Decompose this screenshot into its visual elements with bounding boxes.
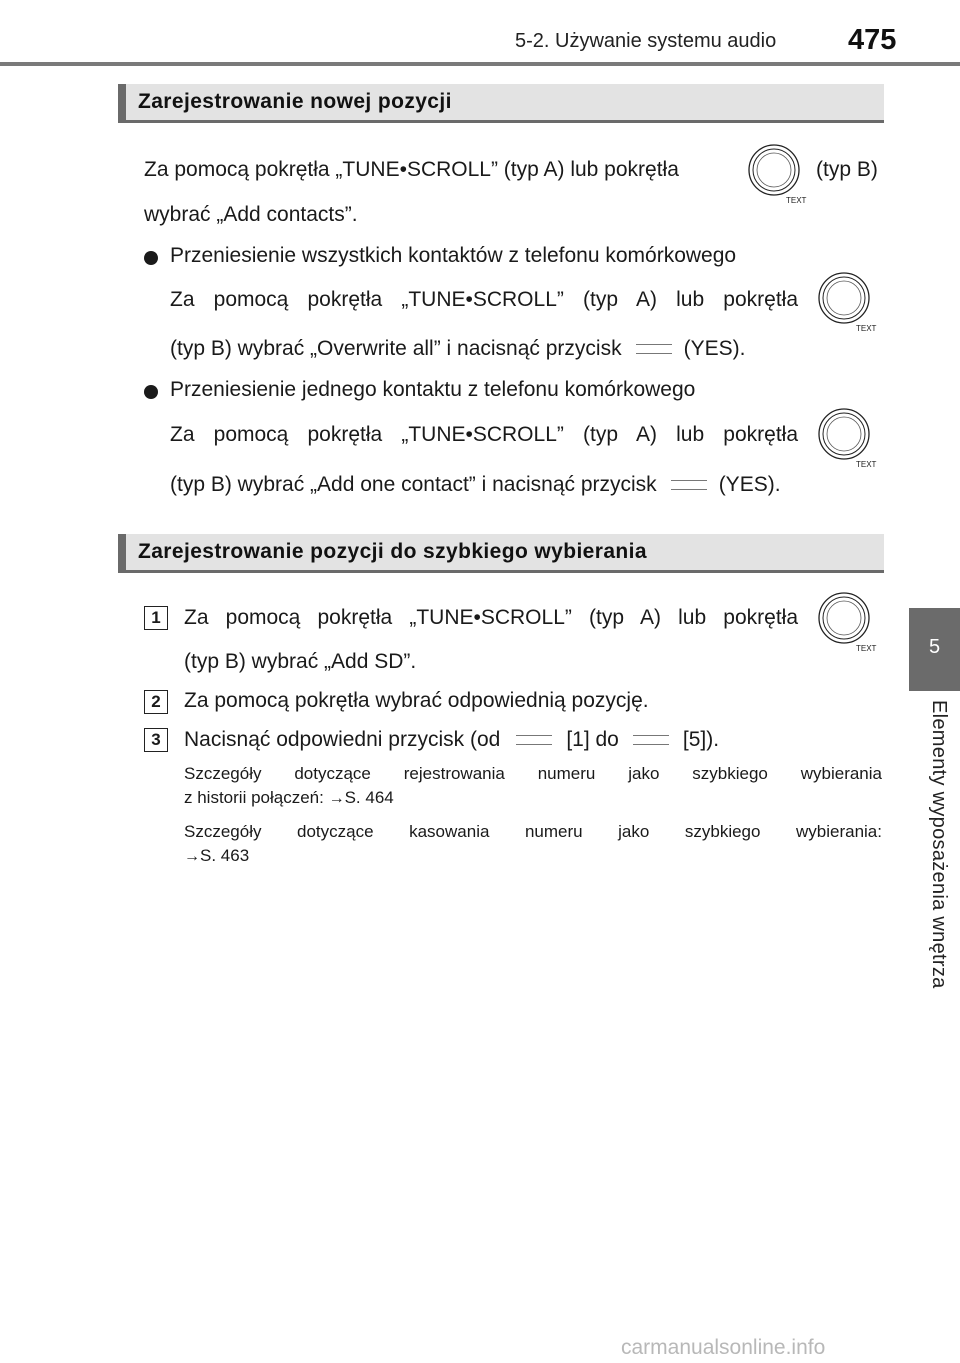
yes-button-icon bbox=[636, 344, 672, 354]
watermark: carmanualsonline.info bbox=[621, 1336, 826, 1359]
section-heading-bar bbox=[118, 534, 126, 573]
bullet1-line-2 bbox=[170, 337, 745, 361]
step3-text-b: [1] do bbox=[566, 728, 619, 751]
bullet-dot bbox=[144, 385, 158, 399]
chapter-label: Elementy wyposażenia wnętrza bbox=[928, 700, 950, 989]
tune-dial-icon bbox=[816, 406, 878, 468]
note2-line-1: Szczegóły dotyczące kasowania numeru jako szybkiego wybierania: bbox=[184, 822, 882, 841]
step1-line-1: Za pomocą pokrętła „TUNE•SCROLL” (typ A) lub pokrętła bbox=[184, 606, 798, 629]
bullet1-line-1: Za pomocą pokrętła „TUNE•SCROLL” (typ A) lub pokrętła bbox=[170, 288, 798, 311]
step3-text-a: Nacisnąć odpowiedni przycisk (od bbox=[184, 728, 501, 751]
section-heading-bar bbox=[118, 84, 126, 123]
bullet1-line-2-end: (YES). bbox=[683, 337, 746, 360]
step-number-1: 1 bbox=[144, 606, 168, 630]
section-heading-new-entry bbox=[118, 84, 884, 123]
page-reference-link[interactable]: S. 464 bbox=[344, 788, 394, 807]
tune-dial-icon bbox=[816, 590, 878, 652]
intro-line-2: wybrać „Add contacts”. bbox=[144, 203, 358, 226]
note1-line-2 bbox=[184, 788, 394, 808]
note1-line-1: Szczegóły dotyczące rejestrowania numeru jako szybkiego wybierania bbox=[184, 764, 882, 783]
bullet2-line-2-end: (YES). bbox=[718, 473, 781, 496]
intro-line-1-end: (typ B) bbox=[816, 158, 878, 181]
bullet2-line-2 bbox=[170, 473, 781, 497]
page-reference-link[interactable]: S. 463 bbox=[200, 846, 250, 865]
bullet2-line-2-text: (typ B) wybrać „Add one contact” i nacisnąć przycisk bbox=[170, 473, 657, 496]
chapter-number: 5 bbox=[928, 636, 941, 658]
memory-button-icon bbox=[516, 735, 552, 745]
section-heading-text: Zarejestrowanie nowej pozycji bbox=[138, 90, 452, 113]
bullet2-heading: Przeniesienie jednego kontaktu z telefonu komórkowego bbox=[170, 378, 696, 401]
step3-line-1 bbox=[184, 728, 719, 752]
note1-text: z historii połączeń: bbox=[184, 788, 324, 807]
bullet-dot bbox=[144, 251, 158, 265]
tune-dial-icon bbox=[816, 270, 878, 332]
section-heading-speed-dial bbox=[118, 534, 884, 573]
dial-label: TEXT bbox=[856, 644, 877, 652]
dial-label: TEXT bbox=[856, 324, 877, 332]
note2-line-2 bbox=[184, 846, 249, 866]
bullet1-heading: Przeniesienie wszystkich kontaktów z telefonu komórkowego bbox=[170, 244, 737, 267]
step3-text-c: [5]). bbox=[682, 728, 720, 751]
bullet1-line-2-text: (typ B) wybrać „Overwrite all” i nacisnąć przycisk bbox=[170, 337, 622, 360]
section-heading-text: Zarejestrowanie pozycji do szybkiego wybierania bbox=[138, 540, 647, 563]
arrow-icon: → bbox=[328, 790, 345, 807]
intro-line-1: Za pomocą pokrętła „TUNE•SCROLL” (typ A) lub pokrętła bbox=[144, 158, 679, 181]
step-number-2: 2 bbox=[144, 690, 168, 714]
tune-dial-icon bbox=[746, 142, 808, 204]
step1-line-2: (typ B) wybrać „Add SD”. bbox=[184, 650, 417, 673]
chapter-tab bbox=[909, 608, 960, 691]
arrow-icon: → bbox=[184, 848, 200, 865]
step-number-3: 3 bbox=[144, 728, 168, 752]
yes-button-icon bbox=[671, 480, 707, 490]
memory-button-icon bbox=[633, 735, 669, 745]
section-header: 5-2. Używanie systemu audio bbox=[515, 30, 777, 52]
dial-label: TEXT bbox=[786, 196, 807, 204]
page-number: 475 bbox=[848, 24, 897, 56]
step2-line-1: Za pomocą pokrętła wybrać odpowiednią pozycję. bbox=[184, 689, 649, 712]
dial-label: TEXT bbox=[856, 460, 877, 468]
bullet2-line-1: Za pomocą pokrętła „TUNE•SCROLL” (typ A) lub pokrętła bbox=[170, 423, 798, 446]
header-rule bbox=[0, 62, 960, 66]
